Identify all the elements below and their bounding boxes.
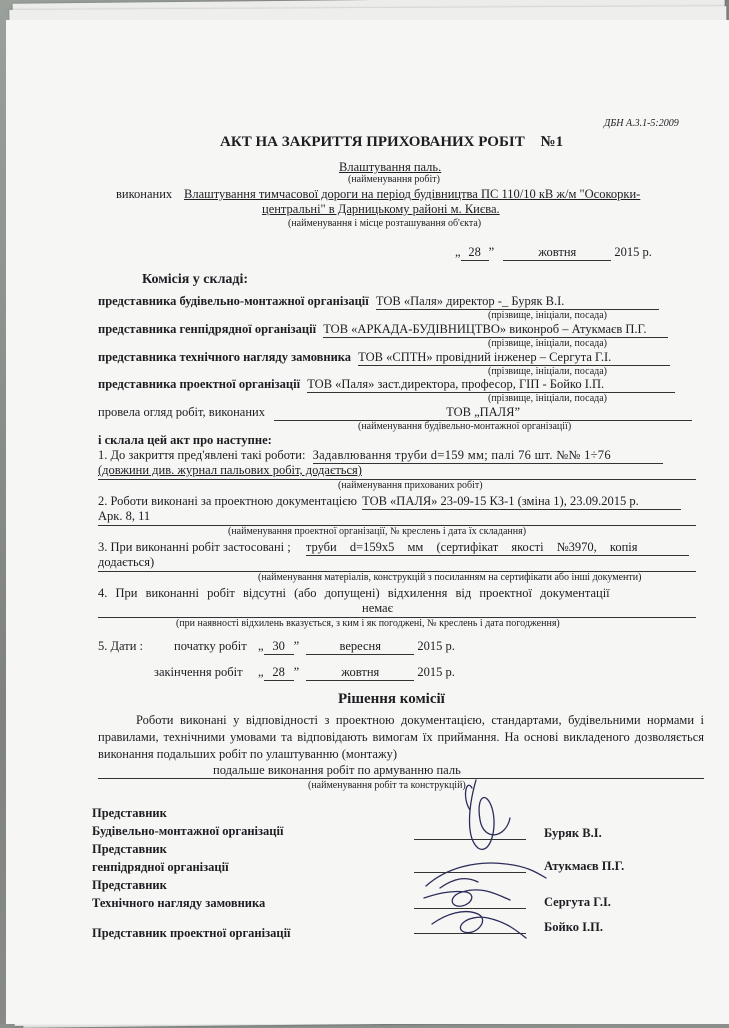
p3-value-2: додається) [98,555,155,569]
object-line-1: Влаштування тимчасової дороги на період будівництва ПС 110/10 кВ ж/м "Осокорки- [184,187,641,201]
rep2-value: ТОВ «АРКАДА-БУДІВНИЦТВО» виконроб – Атукмаєв П.Г. [323,322,668,338]
sig1-role1: Представник [92,806,167,820]
end-month: жовтня [306,665,414,681]
signature-roles [92,804,291,942]
date-quote-open: „ [455,245,461,259]
inspect-row [98,405,692,421]
inspect-hint: (найменування будівельно-монтажної організації) [358,421,572,432]
p3-line-1 [98,540,689,556]
start-label: початку робіт [174,639,247,653]
compiled-text: і склала цей акт про наступне: [98,433,272,447]
p1-value: Задавлювання труби d=159 мм; палі 76 шт. №№ 1÷76 [313,448,663,464]
rep1-label: представника будівельно-монтажної організації [98,294,369,308]
p4-hint: (при наявності відхилень вказується, з ким і як погоджені, № креслень і дата погодження) [176,618,560,629]
object-hint: (найменування і місце розташування об'єкта) [288,218,482,229]
p5-label: 5. Дати : [98,639,144,653]
rep4-row [98,377,675,393]
p4-value: немає [362,601,393,615]
start-date [258,639,455,655]
inspect-label: провела огляд робіт, виконаних [98,405,265,419]
rep1-value: ТОВ «Паля» директор -_ Буряк В.І. [376,294,659,310]
next-works-rule [98,778,704,779]
date-month: жовтня [503,245,611,261]
sig4-name: Бойко І.П. [544,920,603,934]
p1-hint: (найменування прихованих робіт) [338,480,483,491]
decision-text: Роботи виконані у відповідності з проектною документацією, стандартами, будівельними нормами і правилами, технічними умовами та відповідають вимогам їх приймання. На основі викладеного дозволяється виконання подальших робіт по улаштуванню (монтажу) [98,713,704,761]
signature-4 [432,912,526,938]
inspect-value: ТОВ „ПАЛЯ” [274,405,692,421]
sig3-name: Сергута Г.І. [544,895,611,909]
p1-line-1 [98,448,663,464]
rep2-hint: (прізвище, ініціали, посада) [488,338,607,349]
sig3-role1: Представник [92,878,167,892]
end-date [258,665,455,681]
start-day: 30 [264,639,294,655]
p1-value-2: (довжини див. журнал пальових робіт, додається) [98,463,362,477]
p2-line-1 [98,494,681,510]
rep1-hint: (прізвище, ініціали, посада) [488,310,607,321]
rep3-hint: (прізвище, ініціали, посада) [488,366,607,377]
sig4-role2: Представник проектної організації [92,926,291,940]
next-works: подальше виконання робіт по армуванню паль [213,763,461,777]
rep3-label: представника технічного нагляду замовника [98,350,352,364]
start-quote-open: „ [258,639,264,653]
work-name: Влаштування паль. [339,160,442,174]
handwritten-signatures [406,768,556,958]
object-line-2: центральні" в Дарницькому районі м. Києва. [262,202,500,216]
date-quote-close: ” [488,245,495,259]
p3-lead: 3. При виконанні робіт застосовані ; [98,540,291,554]
document-page [6,20,729,1024]
p2-value-2: Арк. 8, 11 [98,509,151,523]
work-hint: (найменування робіт) [348,174,440,185]
sig2-role1: Представник [92,842,167,856]
date-day: 28 [461,245,489,261]
signature-2 [426,863,546,888]
signature-1 [470,780,511,849]
rep3-row [98,350,670,366]
decision-title: Рішення комісії [338,691,445,707]
p1-lead: 1. До закриття пред'явлені такі роботи: [98,448,306,462]
sig1-role2: Будівельно-монтажної організації [92,824,284,838]
start-quote-close: ” [293,639,300,653]
rep4-label: представника проектної організації [98,377,301,391]
end-year: 2015 р. [417,665,455,679]
sig2-role2: генпідрядної організації [92,860,229,874]
end-quote-close: ” [293,665,300,679]
p2-hint: (найменування проектної організації, № креслень і дата їх складання) [228,526,527,537]
title-number: №1 [540,134,564,150]
signature-3 [424,890,510,906]
dbn-reference: ДБН А.3.1-5:2009 [604,118,679,129]
sig1-name: Буряк В.І. [544,826,602,840]
executed-label: виконаних [116,187,173,201]
rep1-row [98,294,659,310]
p2-value: ТОВ «ПАЛЯ» 23-09-15 КЗ-1 (зміна 1), 23.09.2015 р. [362,494,681,510]
act-date [455,245,652,261]
commission-title: Комісія у складі: [142,272,249,287]
p2-lead: 2. Роботи виконані за проектною документацією [98,494,357,508]
next-works-hint: (найменування робіт та конструкцій) [308,780,466,791]
rep4-hint: (прізвище, ініціали, посада) [488,393,607,404]
rep2-row [98,322,668,338]
end-label: закінчення робіт [154,665,243,679]
rep3-value: ТОВ «СПТН» провідний інженер – Сергута Г.І. [358,350,670,366]
p4-text: 4. При виконанні робіт відсутні (або допущені) відхилення від проектної документації [98,586,610,600]
start-month: вересня [306,639,414,655]
rep4-value: ТОВ «Паля» заст.директора, професор, ГІП - Бойко І.П. [307,377,675,393]
document-title [220,134,563,151]
end-day: 28 [264,665,294,681]
end-quote-open: „ [258,665,264,679]
sig2-name: Атукмаєв П.Г. [544,859,625,873]
p3-value: труби d=159х5 мм (сертифікат якості №3970, копія [306,540,689,556]
p3-hint: (найменування матеріалів, конструкцій з посиланням на сертифікати або інші документи) [258,572,642,583]
start-year: 2015 р. [417,639,455,653]
sig3-role2: Технічного нагляду замовника [92,896,266,910]
title-text: АКТ НА ЗАКРИТТЯ ПРИХОВАНИХ РОБІТ [220,134,525,150]
rep2-label: представника генпідрядної організації [98,322,317,336]
date-year: 2015 р. [614,245,652,259]
